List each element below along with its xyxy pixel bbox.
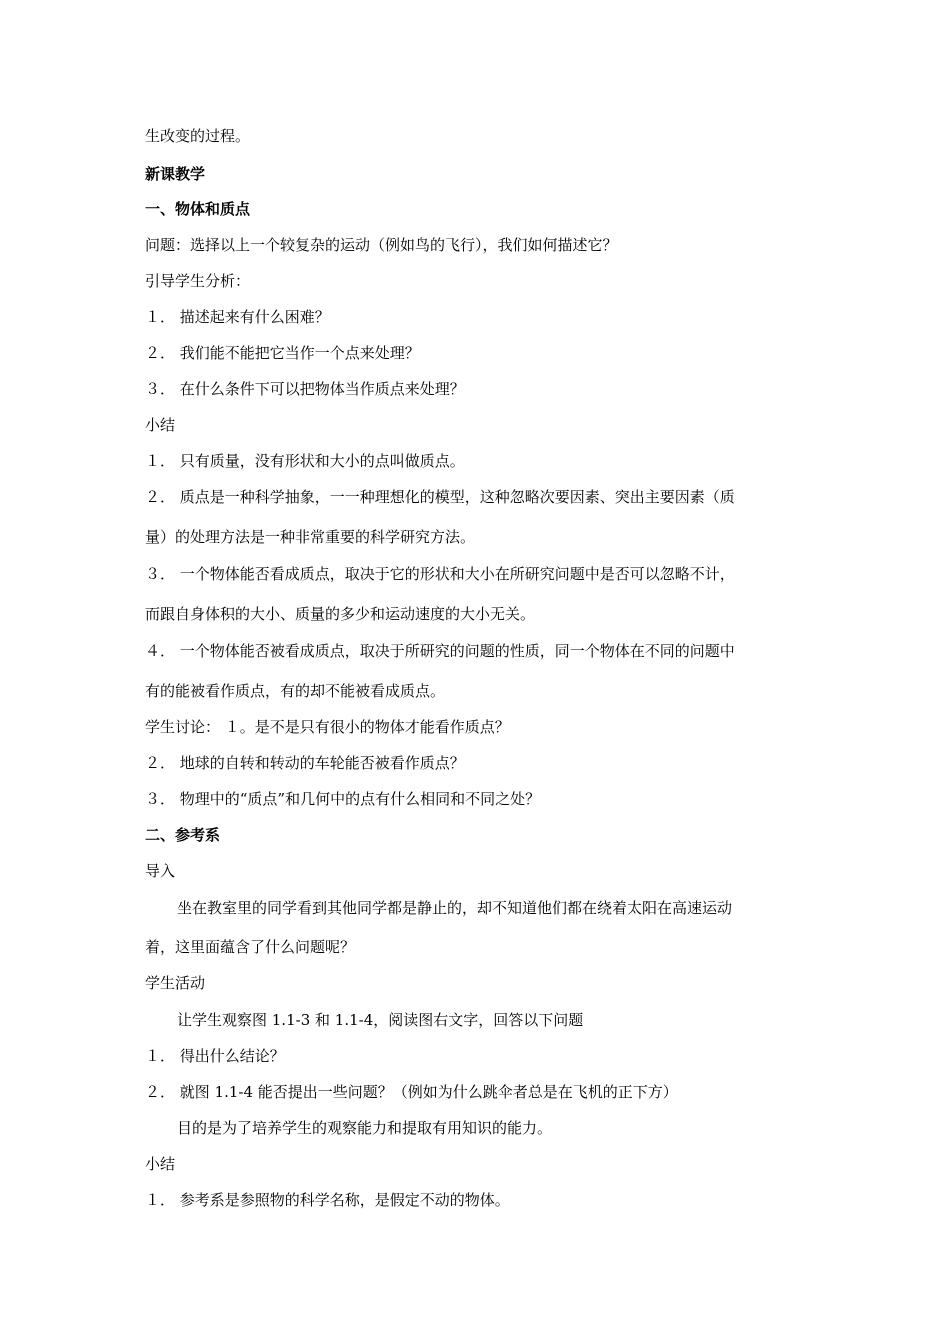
list-item: １． 得出什么结论？ xyxy=(145,1047,285,1065)
text-line-continuation: 生改变的过程。 xyxy=(145,127,251,145)
summary-label: 小结 xyxy=(145,1155,176,1173)
list-item: ４． 一个物体能否被看成质点，取决于所研究的问题的性质，同一个物体在不同的问题中 xyxy=(145,642,735,660)
list-item-continuation: 而跟自身体积的大小、质量的多少和运动速度的大小无关。 xyxy=(145,605,536,623)
list-item: ２． 我们能不能把它当作一个点来处理？ xyxy=(145,344,420,362)
list-item: ２． 就图 1.1-4 能否提出一些问题？（例如为什么跳伞者总是在飞机的正下方） xyxy=(145,1083,678,1101)
list-item: １． 描述起来有什么困难？ xyxy=(145,308,330,326)
intro-label: 导入 xyxy=(145,862,176,880)
summary-label: 小结 xyxy=(145,416,176,434)
list-item: ３． 一个物体能否看成质点，取决于它的形状和大小在所研究问题中是否可以忽略不计， xyxy=(145,565,735,583)
heading-reference-frame: 二、参考系 xyxy=(145,826,221,844)
paragraph-line: 让学生观察图 1.1-3 和 1.1-4，阅读图右文字，回答以下问题 xyxy=(177,1011,584,1029)
guide-students-line: 引导学生分析： xyxy=(145,272,251,290)
student-discussion-line: 学生讨论： １。是不是只有很小的物体才能看作质点？ xyxy=(145,718,510,736)
list-item: ３． 物理中的“质点”和几何中的点有什么相同和不同之处？ xyxy=(145,790,541,808)
section-heading-new-lesson: 新课教学 xyxy=(145,165,206,183)
list-item: １． 参考系是参照物的科学名称，是假定不动的物体。 xyxy=(145,1191,510,1209)
list-item-continuation: 有的能被看作质点，有的却不能被看成质点。 xyxy=(145,682,446,700)
list-item: ２． 质点是一种科学抽象，一一种理想化的模型，这种忽略次要因素、突出主要因素（质 xyxy=(145,488,735,506)
heading-object-and-particle: 一、物体和质点 xyxy=(145,200,251,218)
student-activity-label: 学生活动 xyxy=(145,974,206,992)
question-line: 问题：选择以上一个较复杂的运动（例如鸟的飞行），我们如何描述它？ xyxy=(145,236,618,254)
paragraph-line-continuation: 着，这里面蕴含了什么问题呢？ xyxy=(145,938,356,956)
list-item: ２． 地球的自转和转动的车轮能否被看作质点？ xyxy=(145,754,465,772)
paragraph-line: 目的是为了培养学生的观察能力和提取有用知识的能力。 xyxy=(177,1119,553,1137)
list-item: １． 只有质量，没有形状和大小的点叫做质点。 xyxy=(145,452,465,470)
list-item: ３． 在什么条件下可以把物体当作质点来处理？ xyxy=(145,380,465,398)
paragraph-line: 坐在教室里的同学看到其他同学都是静止的，却不知道他们都在绕着太阳在高速运动 xyxy=(177,899,733,917)
list-item-continuation: 量）的处理方法是一种非常重要的科学研究方法。 xyxy=(145,528,476,546)
